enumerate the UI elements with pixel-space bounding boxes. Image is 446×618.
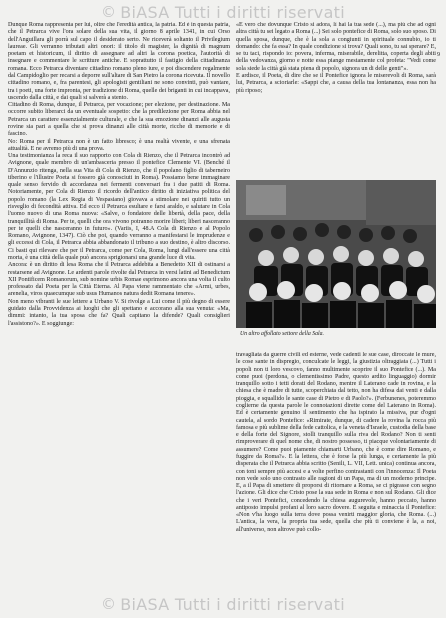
watermark-text: BiASA Tutti i diritti riservati xyxy=(120,594,346,614)
paragraph: E ardisce, il Poeta, di dire che se il Pontefice ignora le miserevoli di Roma, sarà lui, Petrarca, a scioriarle: «Sappi che, a causa della tua lontananza, essa non ha più riposo; xyxy=(236,72,436,94)
copyright-symbol: © xyxy=(100,3,117,21)
watermark-top xyxy=(0,0,446,24)
right-bottom-text-column xyxy=(236,352,436,612)
watermark-bottom xyxy=(0,592,446,616)
page-number: 9 xyxy=(437,52,440,58)
paragraph: Dunque Roma rappresenta per lui, oltre che l'eredità antica, la patria. Ed è in questa patria, che il Petrarca vive l'ora solare della sua vita, il giorno 8 aprile 1341, in cui Orso dell'Anguillara gli porrà sul capo il desiderato serto. Ne riceverà soltanto il Privilegium laureae. Gli verranno tributati altri onori: il titolo di magister, la dignità di magnum poetam et historicum, il diritto di assegnare ad altri la corona poetica, l'autorità di insegnare e commentare le scritture antiche. E soprattutto il fastigio della cittadinanza romana. Ecco Petrarca diventare cittadino romano pleno iure, e poi discendere regalmente dal Campidoglio per recarsi a deporre sull'altare di San Pietro la corona ricevuta. Il novello cittadino romano, e, fra parentesi, gli apologisti gentiliani ne sono convinti, può vantare, tra i poeti, una forte impronta, per tradizione di Roma, quelle dei briganti in cui incappava, uscendo dalla città, e dai quali si salverà a stento. xyxy=(8,22,230,101)
watermark-text: BiASA Tutti i diritti riservati xyxy=(120,2,346,22)
audience-photo xyxy=(236,180,436,328)
paragraph: No: Roma per il Petrarca non è un fatto libresco; è una realtà vivente, e una sfrenata attualità. E ne avremo più di una prova. xyxy=(8,138,230,152)
paragraph: Ancora: è un diritto di lesa Roma che il Petrarca addebita a Benedetto XII di ostinarsi a restarsene ad Avignone. Le ardenti parole rivolte dal Petrarca in versi latini ad Benedictum XII Pontificem Romanorum, sub nomine urbis Romae esprimono ancora una volta il culto professato dal Poeta per la Città Eterna. Al Papa viene rammentato che «Armi, urbes, arenelia, viros quaecumque sub usus Humanos natura dedit Romana tenere». xyxy=(8,262,230,298)
paragraph: «E vero che dovunque Cristo si adora, lì hai la tua sede (...), ma più che ad ogni altra città tu sei legato a Roma (...) Sei solo pontefice di Roma, solo suo sposo. Di quella sposa, dunque, che è la sola a congiunti in spirituale connubio, io ti domando: che fa essa? In quale condizione si trova? Quali sono, tu sai sperare? E, se tu taci, rispondo io: povera, inferma, miserabile, derelitta, coperta degli abiti della vedovanza, giorno e notte essa piange mestamente col profeta: "Vedi come sola siede la città già stata piena di popolo, signora un di delle genti"». xyxy=(236,22,436,72)
paragraph: Cittadino di Roma, dunque, il Petrarca, per vocazione; per elezione, per destinazione. Ma occorre subito liberarci da un eventuale sospetto: che la predilezione per Roma abbia nel Petrarca un carattere essenzialmente culturale, e che la sua emozione dinanzi alle augusta rovine sia pari a quella che si prova dinanzi alle città morte, ricche di memorie e di fascino. xyxy=(8,102,230,138)
copyright-symbol: © xyxy=(100,595,117,613)
photo-caption: Un altro affollato settore della Sala. xyxy=(240,331,324,337)
paragraph: Una testimonianza la reca il suo rapporto con Cola di Rienzo, che il Petrarca incontrò ad Avignone, quale membro di un'ambasceria presso il pontefice Clemente VI. (Benché il D'Annunzio ritenga, nella sua Vita di Cola di Rienzo, che il popolano figlio di taberneiro tiberino e l'illustre Poeta si fossero già conosciuti in Roma). Possiamo bene immaginare quale senso fervido di accordanza nei fermenti conversari fra i due patiti di Roma. Notoriamente, per Cola di Rienzo il ricordo dell'antico diritto di iniziativa politica del popolo romano (la Lex Regia di Vespasiano) giovava a stimolare nei quiriti tutto un risveglio di fecondità attiva. Ed ecco il Petrarca esultare e farsi araldo, e salutare in Cola l'uomo nuovo di una Roma nuova: «Salve, o fondatore delle libertà, della pace, della tranquillità di Roma. Per te, quelli che ora vivono potranno morire liberi; liberi nasceranno per te quelli che nasceranno in futuro». (Variis, I, 48.A Cola di Rienzo e al Popolo Romano, Avignone, 1347). Ciò che poi, quando verranno a manifestarsi le imprudenze e gli eccessi di Cola, il Petrarca abbia abbandonato il tribuno a suo destino, è altro discorso. Ci basti qui rilevare che per il Petrarca, come per Cola, Roma, lungi dall'essere una città morta, è una città della quale può ancora sprigionarsi una grande luce di vita. xyxy=(8,153,230,261)
photo-illustration xyxy=(236,180,436,328)
right-top-text-column xyxy=(236,22,436,178)
left-text-column xyxy=(8,22,230,612)
paragraph: travagliata da guerre civili ed esterne, vede cadenti le sue case, diroccate le mure, le cose sante in dispregio, conculcate le leggi, la giustizia oltraggiata (...) Tutti i popoli non ti loro vescovo, fanno multimente scoprire il suo Pontefice (...). Ma come puoi (perdona, o clementissimo Padre, questo ardito linguaggio) dormir tranquillo sotto i tetti dorati del Rodano, mentre il Laterano cade in rovina, e la chiesa che è madre di tutte, scoperchiata dal tetto, non ha difesa dai venti e dalla pioggia, e squallido le sante case di Pietro e di Paolo?». (Ferbunenes, poteremmo coglierne da questa parole le connotazioni dirette come del Laterano in Roma). Ed è certamente genuino il sentimento che ha ispirato la missiva, pur d'ogni cautela, al sordo Pontefice: «Rimirate, dunque, di cadere la rovina la rocca più famosa e più sublime della fede cattolica, e la veneta d'Israele, custodia della base e della forte del Signore, stolli tranquillo sulla riva del Rodano? Non ti senti rimproverare di quel nome che, di nostro possesso, ti piacque volontariamente di assumere? Come puoi piamente chiamarti Urbano, che è come dire Romano, e fuggire da Roma?». E la lettera, che è forse la più lunga, e certamente la più disperata che il Petrarca abbia scritto (Senili, L. VII, Lett. unica) continua ancora, con toni sempre più accesi e a volte perfino contrastanti con l'innocenza: Il Poeta non vede solo uno contrasto alle ragioni di un Papa, ma di un moderno principe. E, a il Papa di smettere di proporsi di ritornare a Roma, se ci pigrasse con segno l'azione. Gli dice che Cristo pose la sua sede in Roma e non sul Rodano. Gli dice che i veri Pontefici, concedendo la chiesa augurevole, hanno peccato, hanno antiposto impulsi profani al loro sacro dovere. E seguita e minaccia il Pontefice: «Non v'ha luogo sulla terra dove possa venirti maggior gloria, che Roma. (...) L'antica, la vera, la propria tua sede, quella che più ti conviene è la, a noi, all'universo, non altrove può collo- xyxy=(236,352,436,533)
paragraph: Non meno vibranti le sue lettere a Urbano V. Si rivolge a Lui come il più degno di essere guidato dalla Provvidenza ai luoghi che gli spettano e accorano alla sua venuta: «Ma, dimmi: intanto, la tua sposa che fa? Quali capitano la difende? Quali consiglieri l'assistono?». E soggiunge: xyxy=(8,298,230,327)
